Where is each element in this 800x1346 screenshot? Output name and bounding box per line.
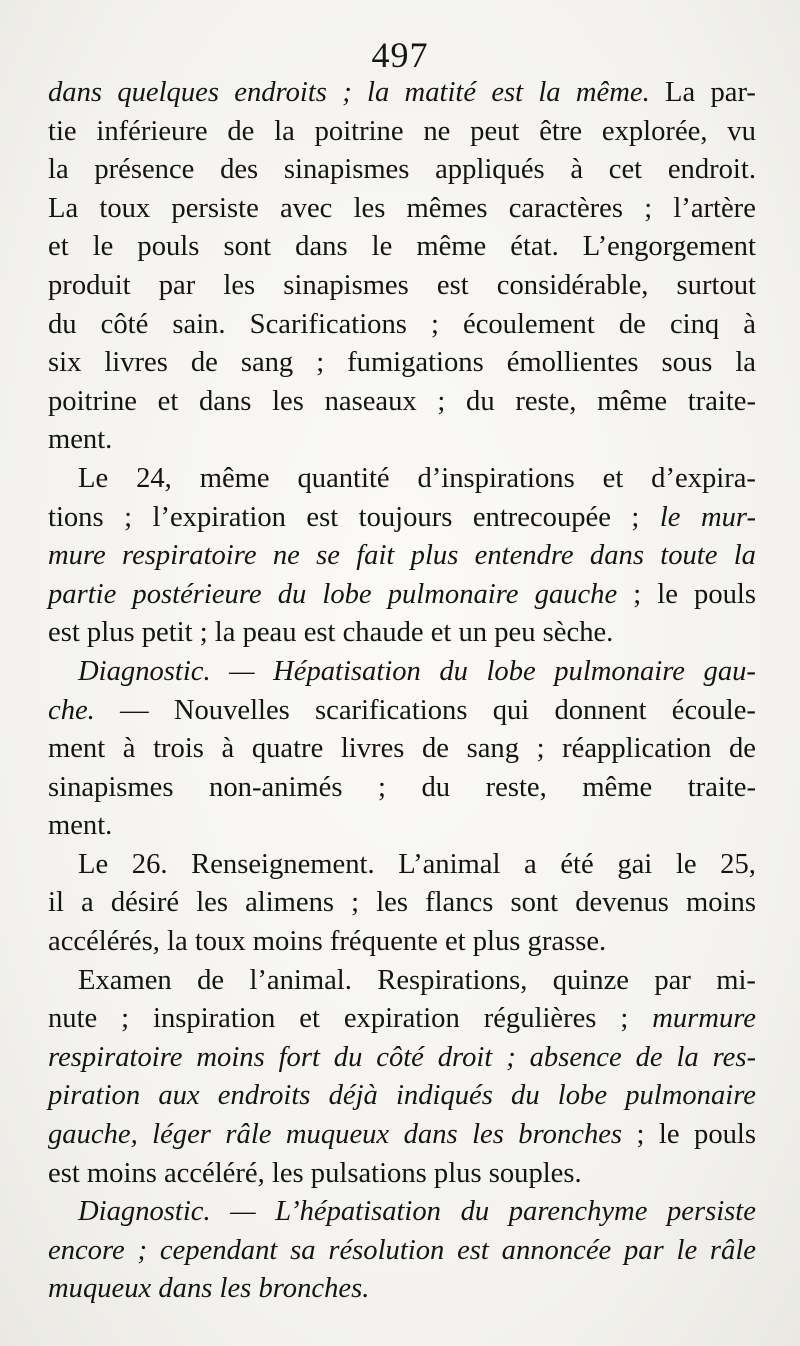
word: à xyxy=(743,308,756,340)
word: sinapismes xyxy=(48,771,174,803)
word: de xyxy=(421,733,449,765)
word: par xyxy=(158,269,196,301)
text-line xyxy=(48,884,756,923)
italic-word: absence xyxy=(529,1041,622,1073)
italic-word: droit xyxy=(437,1041,493,1073)
word: il xyxy=(48,887,64,919)
text-line xyxy=(48,1232,756,1271)
italic-word: la xyxy=(676,1041,699,1073)
word: même xyxy=(416,231,487,263)
italic-word: murmure xyxy=(652,1003,756,1035)
word: ment xyxy=(48,733,106,765)
word: Renseignement. xyxy=(191,848,375,880)
text-line xyxy=(48,807,756,846)
italic-word: endroits xyxy=(217,1080,311,1112)
word: ; xyxy=(378,771,386,803)
text-line xyxy=(48,1039,756,1078)
text-line xyxy=(48,692,756,731)
word: sous xyxy=(661,347,713,379)
word: même xyxy=(597,385,668,417)
word: les xyxy=(376,887,408,919)
italic-word: râle xyxy=(709,1234,756,1266)
text-line xyxy=(48,267,756,306)
word: Le xyxy=(78,462,109,494)
word: le xyxy=(657,578,678,610)
italic-word: sa xyxy=(290,1234,316,1266)
word: ; xyxy=(536,733,545,765)
italic-word: côté xyxy=(376,1041,424,1073)
word: La xyxy=(48,192,79,224)
italic-word: du xyxy=(439,655,468,687)
word: trois xyxy=(153,733,204,765)
text-line xyxy=(48,383,756,422)
italic-word: plus xyxy=(410,540,459,572)
word: sang xyxy=(466,733,519,765)
word: avec xyxy=(279,192,333,224)
word: ; xyxy=(124,501,133,533)
italic-word: parenchyme xyxy=(508,1196,648,1228)
word: présence xyxy=(94,154,195,186)
word: a xyxy=(524,848,537,880)
word: été xyxy=(560,848,594,880)
text-line xyxy=(48,1155,756,1194)
italic-word: muqueux xyxy=(285,1119,390,1151)
text-line xyxy=(48,1193,756,1232)
word: ; xyxy=(631,501,640,533)
word: toujours xyxy=(358,501,453,533)
italic-word: aux xyxy=(158,1080,200,1112)
word: pouls xyxy=(694,578,756,610)
word: état. xyxy=(510,231,559,263)
word: flancs xyxy=(425,887,494,919)
word: le xyxy=(371,231,393,263)
italic-word: moins xyxy=(196,1041,265,1073)
word: les xyxy=(196,887,228,919)
word: — xyxy=(120,694,149,726)
word: écoule- xyxy=(671,694,756,726)
word: Scarifications xyxy=(249,308,407,340)
word: ment. xyxy=(48,810,113,842)
word: gai xyxy=(617,848,653,880)
word: sinapismes xyxy=(283,154,410,186)
word: côté xyxy=(100,308,149,340)
word: est moins accéléré, les pulsations plus souples. xyxy=(48,1157,582,1189)
text-line xyxy=(48,1116,756,1155)
italic-word: respiratoire xyxy=(48,1041,183,1073)
word: considérable, xyxy=(496,269,649,301)
text-line xyxy=(48,576,756,615)
italic-word: encore xyxy=(48,1234,125,1266)
word: réapplication xyxy=(562,733,712,765)
italic-word: gauche xyxy=(534,578,618,610)
text-line xyxy=(48,151,756,190)
word: caractères xyxy=(508,192,623,224)
italic-word: che. xyxy=(48,694,95,726)
word: poitrine xyxy=(48,385,137,417)
text-line xyxy=(48,653,756,692)
word: même xyxy=(582,771,653,803)
text-line xyxy=(48,1270,756,1309)
word: du xyxy=(48,308,77,340)
word: et xyxy=(157,385,179,417)
word: pouls xyxy=(137,231,200,263)
word: d’expira- xyxy=(651,462,756,494)
word: ; xyxy=(636,1119,645,1151)
word: pouls xyxy=(694,1119,756,1151)
text-line xyxy=(48,923,756,962)
word: reste, xyxy=(485,771,547,803)
word: émollientes xyxy=(506,347,639,379)
word: endroit. xyxy=(667,154,756,186)
italic-word: lobe xyxy=(557,1080,608,1112)
italic-word: annoncée xyxy=(501,1234,612,1266)
italic-word: lobe xyxy=(486,655,536,687)
word: quatre xyxy=(251,733,324,765)
word: cet xyxy=(608,154,643,186)
word: livres xyxy=(104,347,168,379)
italic-word: la xyxy=(733,540,756,572)
word: peut xyxy=(470,115,520,147)
word: Respirations, xyxy=(377,964,528,996)
italic-word: mure xyxy=(48,540,106,572)
word: tions xyxy=(48,501,104,533)
word: produit xyxy=(48,269,131,301)
word: alimens xyxy=(245,887,335,919)
italic-word: pulmonaire xyxy=(625,1080,756,1112)
italic-word: toute xyxy=(660,540,718,572)
word: est xyxy=(306,501,339,533)
word: Examen xyxy=(78,964,172,996)
word: 24, xyxy=(136,462,172,494)
italic-word: ; xyxy=(506,1041,516,1073)
word: par xyxy=(654,964,691,996)
italic-word: gau- xyxy=(703,655,756,687)
word: livres xyxy=(340,733,405,765)
word: est plus petit ; la peau est chaude et un peu sèche. xyxy=(48,617,614,649)
word: régulières xyxy=(483,1003,597,1035)
italic-word: L’hépatisation xyxy=(275,1196,441,1228)
word: traite- xyxy=(687,771,756,803)
word: sont xyxy=(223,231,272,263)
italic-word: fait xyxy=(356,540,395,572)
italic-word: mur- xyxy=(700,501,756,533)
word: ; xyxy=(121,1003,130,1035)
text-line xyxy=(48,228,756,267)
text-line xyxy=(48,113,756,152)
italic-word: matité xyxy=(404,77,477,108)
word: sang xyxy=(240,347,294,379)
word: mêmes xyxy=(406,192,488,224)
word: poitrine xyxy=(314,115,404,147)
word: de xyxy=(227,115,255,147)
italic-word: la xyxy=(538,77,561,108)
italic-word: le xyxy=(659,501,681,533)
word: fumigations xyxy=(347,347,484,379)
italic-word: indiqués xyxy=(395,1080,493,1112)
italic-word: dans xyxy=(589,540,644,572)
word: ; xyxy=(437,385,446,417)
italic-word: dans xyxy=(48,77,103,108)
word: explorée, xyxy=(601,115,708,147)
italic-word: résolution xyxy=(328,1234,445,1266)
text-line xyxy=(48,74,756,113)
italic-word: cependant xyxy=(159,1234,278,1266)
word: et xyxy=(299,1003,320,1035)
text-line xyxy=(48,460,756,499)
word: écoulement xyxy=(463,308,595,340)
word: de xyxy=(190,347,218,379)
text-line xyxy=(48,1000,756,1039)
word: de xyxy=(618,308,646,340)
text-line xyxy=(48,769,756,808)
word: le xyxy=(675,848,697,880)
word: inspiration xyxy=(153,1003,276,1035)
italic-word: dans xyxy=(403,1119,458,1151)
word: du xyxy=(466,385,495,417)
text-line xyxy=(48,306,756,345)
italic-word: pulmonaire xyxy=(554,655,685,687)
word: les xyxy=(353,192,386,224)
italic-word: Hépatisation xyxy=(273,655,421,687)
word: et xyxy=(602,462,624,494)
italic-word: le xyxy=(676,1234,698,1266)
text-line xyxy=(48,537,756,576)
word: reste, xyxy=(515,385,577,417)
word: inférieure xyxy=(96,115,208,147)
word: L’animal xyxy=(398,848,501,880)
word: entrecoupée xyxy=(472,501,611,533)
word: l’artère xyxy=(673,192,756,224)
word: 26. xyxy=(131,848,168,880)
word: est xyxy=(436,269,469,301)
italic-word: du xyxy=(460,1196,490,1228)
word: les xyxy=(223,269,256,301)
word: accélérés, la toux moins fréquente et plus grasse. xyxy=(48,926,607,958)
word: dans xyxy=(198,385,252,417)
word: surtout xyxy=(676,269,756,301)
word: expiration xyxy=(343,1003,460,1035)
word: appliqués xyxy=(435,154,545,186)
italic-word: quelques xyxy=(117,77,219,108)
word: des xyxy=(220,154,259,186)
italic-word: léger xyxy=(152,1119,211,1151)
text-line xyxy=(48,344,756,383)
word: dans xyxy=(295,231,348,263)
word: ; xyxy=(430,308,439,340)
text-line xyxy=(48,962,756,1001)
italic-word: fort xyxy=(278,1041,320,1073)
text-line xyxy=(48,421,756,460)
word: ; xyxy=(644,192,653,224)
word: quinze xyxy=(552,964,629,996)
word: Nouvelles xyxy=(173,694,290,726)
word: L’engorgement xyxy=(582,231,756,263)
word: toux xyxy=(99,192,151,224)
word: tie xyxy=(48,115,77,147)
word: même xyxy=(199,462,270,494)
italic-word: entendre xyxy=(474,540,574,572)
word: non-animés xyxy=(209,771,343,803)
body-text xyxy=(48,74,756,1309)
word: à xyxy=(122,733,136,765)
italic-word: par xyxy=(623,1234,664,1266)
italic-word: postérieure xyxy=(132,578,262,610)
text-line xyxy=(48,190,756,229)
word: du xyxy=(421,771,451,803)
italic-word: bronches xyxy=(518,1119,623,1151)
word: le xyxy=(658,1119,680,1151)
word: ment. xyxy=(48,424,113,456)
text-line xyxy=(48,846,756,885)
italic-word: est xyxy=(457,1234,489,1266)
word: nute xyxy=(48,1003,98,1035)
word: par- xyxy=(710,77,756,108)
word: cinq xyxy=(669,308,720,340)
italic-word: du xyxy=(333,1041,363,1073)
italic-word: se xyxy=(316,540,340,572)
italic-word: la xyxy=(367,77,390,108)
word: Le xyxy=(78,848,109,880)
word: six xyxy=(48,347,82,379)
italic-word: ; xyxy=(137,1234,148,1266)
word: donnent xyxy=(554,694,647,726)
text-line xyxy=(48,614,756,653)
word: à xyxy=(221,733,235,765)
italic-word: Diagnostic. xyxy=(78,1196,211,1228)
italic-word: du xyxy=(277,578,307,610)
word: d’inspirations xyxy=(417,462,575,494)
word: l’expiration xyxy=(152,501,286,533)
word: a xyxy=(81,887,94,919)
italic-word: ne xyxy=(272,540,300,572)
italic-word: persiste xyxy=(666,1196,756,1228)
italic-word: muqueux dans les bronches. xyxy=(48,1273,370,1305)
word: ne xyxy=(423,115,451,147)
italic-word: râle xyxy=(225,1119,272,1151)
italic-word: endroits xyxy=(234,77,327,108)
italic-word: — xyxy=(229,655,255,687)
italic-word: piration xyxy=(48,1080,141,1112)
word: de xyxy=(729,733,756,765)
italic-word: — xyxy=(230,1196,256,1228)
word: les xyxy=(272,385,304,417)
word: sain. xyxy=(172,308,226,340)
word: la xyxy=(735,347,756,379)
italic-word: de xyxy=(635,1041,663,1073)
word: devenus xyxy=(575,887,669,919)
word: ; xyxy=(351,887,360,919)
italic-word: même. xyxy=(575,77,650,108)
word: être xyxy=(539,115,583,147)
text-line xyxy=(48,730,756,769)
word: vu xyxy=(727,115,756,147)
word: sont xyxy=(510,887,559,919)
word: ; xyxy=(620,1003,629,1035)
italic-word: est xyxy=(491,77,524,108)
word: naseaux xyxy=(324,385,417,417)
word: ; xyxy=(316,347,325,379)
word: scarifications xyxy=(315,694,468,726)
word: La xyxy=(665,77,696,108)
word: et xyxy=(48,231,69,263)
italic-word: déjà xyxy=(328,1080,378,1112)
word: quantité xyxy=(297,462,390,494)
word: ; xyxy=(633,578,642,610)
word: désiré xyxy=(110,887,180,919)
word: sinapismes xyxy=(283,269,409,301)
italic-word: du xyxy=(511,1080,540,1112)
italic-word: les xyxy=(472,1119,504,1151)
word: 25, xyxy=(720,848,756,880)
italic-word: partie xyxy=(48,578,117,610)
word: l’animal. xyxy=(249,964,352,996)
word: persiste xyxy=(171,192,259,224)
text-line xyxy=(48,499,756,538)
word: le xyxy=(92,231,114,263)
word: moins xyxy=(686,887,756,919)
text-line xyxy=(48,1077,756,1116)
word: qui xyxy=(492,694,530,726)
italic-word: lobe xyxy=(322,578,372,610)
word: la xyxy=(274,115,295,147)
word: traite- xyxy=(687,385,756,417)
italic-word: pulmonaire xyxy=(387,578,519,610)
word: à xyxy=(570,154,584,186)
italic-word: respiratoire xyxy=(122,540,257,572)
word: de xyxy=(197,964,225,996)
italic-word: Diagnostic. xyxy=(78,655,211,687)
italic-word: gauche, xyxy=(48,1119,138,1151)
page-number: 497 xyxy=(371,35,429,75)
italic-word: res- xyxy=(712,1041,756,1073)
word: mi- xyxy=(716,964,756,996)
word: la xyxy=(48,154,69,186)
italic-word: ; xyxy=(342,77,352,108)
